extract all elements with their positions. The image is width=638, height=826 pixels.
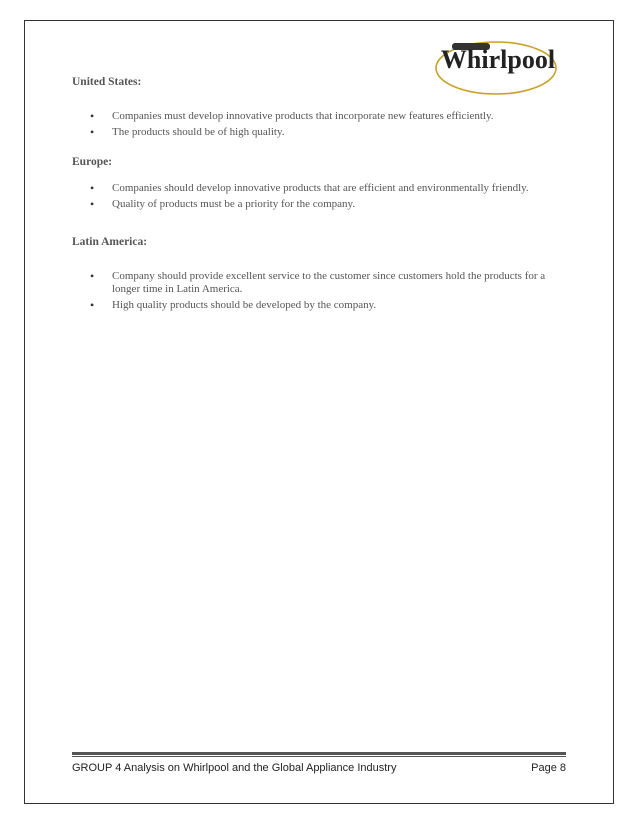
list-item: • Companies must develop innovative products that incorporate new features efficiently. xyxy=(90,110,550,123)
footer-rule xyxy=(72,756,566,757)
footer-rule xyxy=(72,752,566,755)
bullet-list-united-states xyxy=(90,110,550,142)
list-item: • The products should be of high quality. xyxy=(90,126,550,139)
list-item: • Company should provide excellent service to the customer since customers hold the products for a longer time in Latin America. xyxy=(90,270,550,296)
bullet-list-europe xyxy=(90,182,550,214)
list-item: • Companies should develop innovative products that are efficient and environmentally friendly. xyxy=(90,182,550,195)
footer-title: GROUP 4 Analysis on Whirlpool and the Global Appliance Industry xyxy=(72,762,397,774)
heading-europe: Europe: xyxy=(72,156,113,168)
page-footer xyxy=(72,752,566,774)
bullet-list-latin-america xyxy=(90,270,550,315)
heading-latin-america: Latin America: xyxy=(72,236,148,248)
whirlpool-logo xyxy=(432,30,562,102)
svg-text:Whirlpool: Whirlpool xyxy=(440,45,556,74)
heading-united-states: United States: xyxy=(72,76,142,88)
page-number: Page 8 xyxy=(531,762,566,774)
list-item: • Quality of products must be a priority for the company. xyxy=(90,198,550,211)
list-item: • High quality products should be developed by the company. xyxy=(90,299,550,312)
